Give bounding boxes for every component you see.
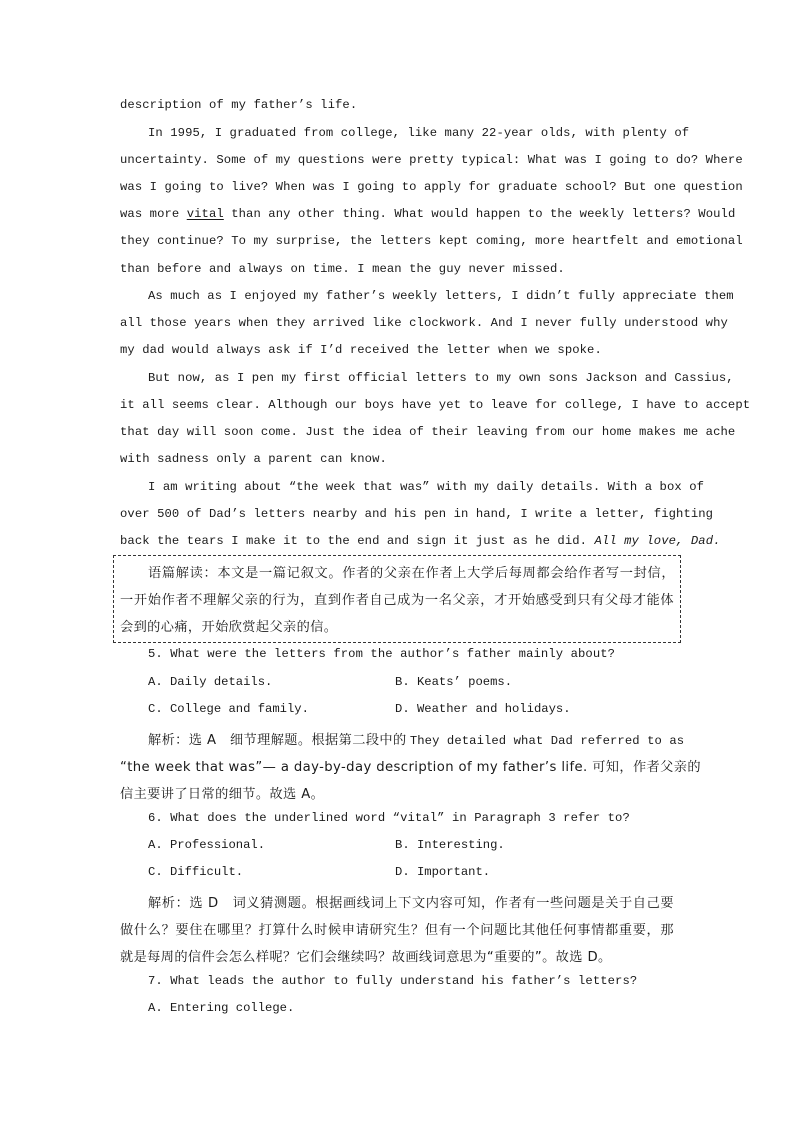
text-segment: They detailed what Dad referred to as [409, 734, 685, 748]
passage-line: description of my father’s life. [120, 98, 358, 112]
analysis-line: 语篇解读：本文是一篇记叙文。作者的父亲在作者上大学后每周都会给作者写一封信， [148, 566, 675, 581]
answer-option[interactable]: A. Professional. [148, 838, 266, 852]
answer-option[interactable]: C. Difficult. [148, 865, 244, 879]
answer-option[interactable]: D. Weather and holidays. [395, 702, 571, 716]
signature-text: All my love, Dad. [594, 534, 721, 548]
explanation-line: 解析：选 D 词义猜测题。根据画线词上下文内容可知，作者有一些问题是关于自己要 [148, 896, 674, 911]
explanation-line [148, 729, 685, 748]
explanation-line: 信主要讲了日常的细节。故选 A。 [120, 787, 325, 802]
passage-line: they continue? To my surprise, the letters kept coming, more heartfelt and emotional [120, 234, 743, 248]
passage-line: was I going to live? When was I going to apply for graduate school? But one question [120, 180, 743, 194]
text-segment: 解析：选 A 细节理解题。根据第二段中的 [148, 733, 407, 748]
question-stem: 5. What were the letters from the author’s father mainly about? [148, 647, 616, 661]
underlined-word: vital [186, 207, 224, 221]
text-segment: was more [120, 207, 180, 221]
passage-line-with-italic [120, 534, 721, 548]
question-stem: 6. What does the underlined word “vital” in Paragraph 3 refer to? [148, 811, 630, 825]
text-segment: back the tears I make it to the end and sign it just as he did. [120, 534, 588, 548]
text-segment: than any other thing. What would happen to the weekly letters? Would [231, 207, 736, 221]
passage-line: all those years when they arrived like clockwork. And I never fully understood why [120, 316, 728, 330]
explanation-line: 做什么？要住在哪里？打算什么时候申请研究生？但有一个问题比其他任何事情都重要，那 [120, 923, 674, 938]
passage-line: As much as I enjoyed my father’s weekly letters, I didn’t fully appreciate them [148, 289, 734, 303]
question-stem: 7. What leads the author to fully understand his father’s letters? [148, 974, 638, 988]
passage-line: with sadness only a parent can know. [120, 452, 387, 466]
passage-line-with-underline [120, 207, 736, 221]
answer-option[interactable]: B. Interesting. [395, 838, 505, 852]
passage-line: But now, as I pen my first official letters to my own sons Jackson and Cassius, [148, 371, 734, 385]
passage-line: In 1995, I graduated from college, like many 22-year olds, with plenty of [148, 126, 690, 140]
explanation-line: “the week that was”— a day-by-day description of my father’s life. 可知，作者父亲的 [120, 760, 701, 775]
explanation-line: 就是每周的信件会怎么样呢？它们会继续吗？故画线词意思为“重要的”。故选 D。 [120, 950, 612, 965]
analysis-line: 会到的心痛，开始欣赏起父亲的信。 [120, 620, 338, 635]
answer-option[interactable]: D. Important. [395, 865, 491, 879]
analysis-line: 一开始作者不理解父亲的行为，直到作者自己成为一名父亲，才开始感受到只有父母才能体 [120, 593, 674, 608]
passage-line: than before and always on time. I mean the guy never missed. [120, 262, 565, 276]
answer-option[interactable]: C. College and family. [148, 702, 309, 716]
passage-line: over 500 of Dad’s letters nearby and his pen in hand, I write a letter, fighting [120, 507, 714, 521]
answer-option[interactable]: B. Keats’ poems. [395, 675, 513, 689]
answer-option[interactable]: A. Entering college. [148, 1001, 295, 1015]
passage-line: uncertainty. Some of my questions were pretty typical: What was I going to do? Where [120, 153, 743, 167]
passage-line: my dad would always ask if I’d received the letter when we spoke. [120, 343, 602, 357]
answer-option[interactable]: A. Daily details. [148, 675, 273, 689]
passage-line: that day will soon come. Just the idea of their leaving from our home makes me ache [120, 425, 736, 439]
passage-line: it all seems clear. Although our boys have yet to leave for college, I have to accept [120, 398, 751, 412]
passage-line: I am writing about “the week that was” with my daily details. With a box of [148, 480, 705, 494]
